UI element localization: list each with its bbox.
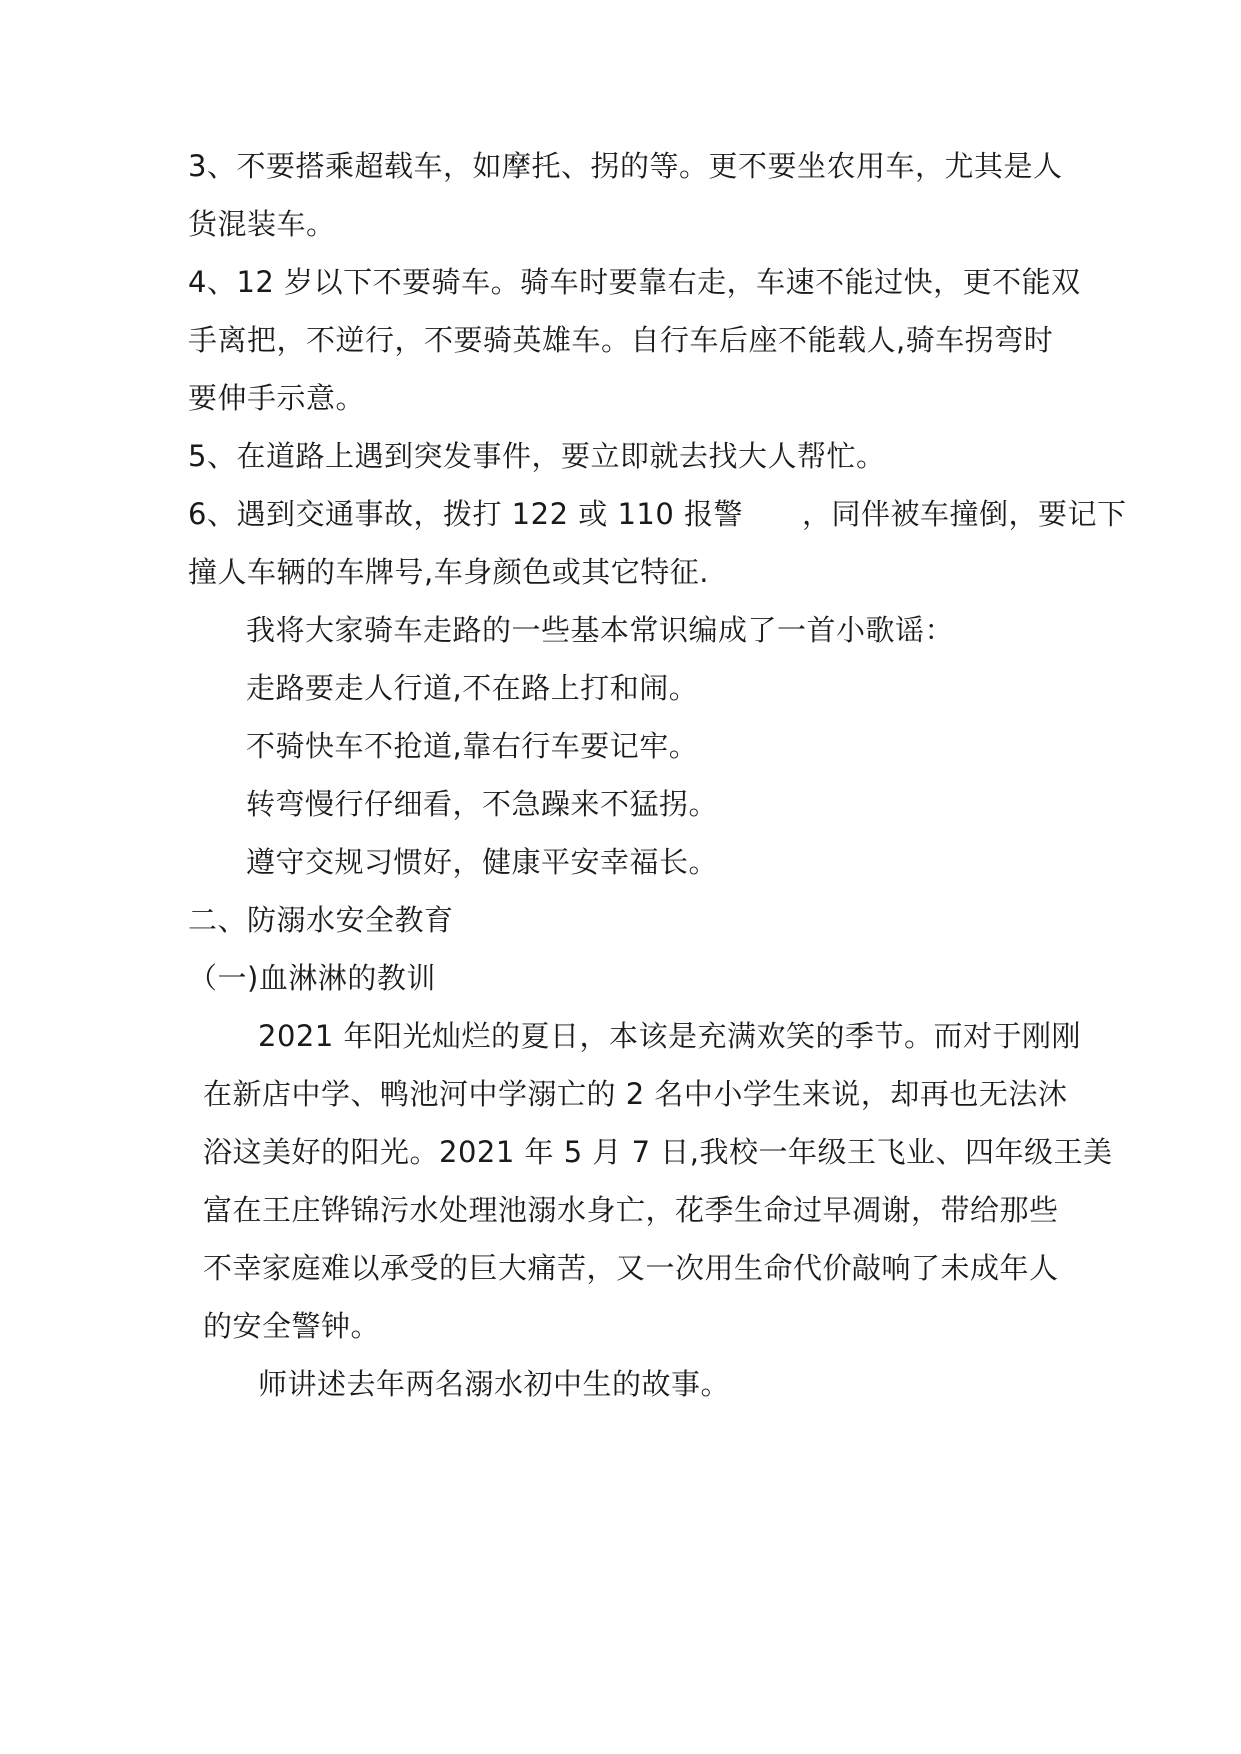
paragraph-line: 货混装车。: [188, 207, 336, 241]
rhyme-line: 转弯慢行仔细看，不急躁来不猛拐。: [246, 787, 719, 821]
paragraph-line: 3、不要搭乘超载车，如摩托、拐的等。更不要坐农用车，尤其是人: [188, 149, 1063, 183]
paragraph-line: 撞人车辆的车牌号,车身颜色或其它特征.: [188, 555, 709, 589]
paragraph-line: 5、在道路上遇到突发事件，要立即就去找大人帮忙。: [188, 439, 886, 473]
rhyme-line: 不骑快车不抢道,靠右行车要记牢。: [246, 729, 699, 763]
paragraph-line: 6、遇到交通事故，拨打 122 或 110 报警 ，同伴被车撞倒，要记下: [188, 497, 1127, 531]
paragraph-line: 我将大家骑车走路的一些基本常识编成了一首小歌谣：: [246, 613, 955, 647]
paragraph-line: 4、12 岁以下不要骑车。骑车时要靠右走，车速不能过快，更不能双: [188, 265, 1081, 299]
paragraph-line: 不幸家庭难以承受的巨大痛苦，又一次用生命代价敲响了未成年人: [203, 1251, 1059, 1285]
rhyme-line: 遵守交规习惯好，健康平安幸福长。: [246, 845, 719, 879]
paragraph-line: 富在王庄铧锦污水处理池溺水身亡，花季生命过早凋谢，带给那些: [203, 1193, 1059, 1227]
paragraph-line: 的安全警钟。: [203, 1309, 381, 1343]
paragraph-line: 浴这美好的阳光。2021 年 5 月 7 日,我校一年级王飞业、四年级王美: [203, 1135, 1113, 1169]
paragraph-line: 要伸手示意。: [188, 381, 366, 415]
paragraph-line: 师讲述去年两名溺水初中生的故事。: [258, 1367, 731, 1401]
subsection-heading: （一)血淋淋的教训: [188, 961, 436, 995]
paragraph-line: 手离把，不逆行，不要骑英雄车。自行车后座不能载人,骑车拐弯时: [188, 323, 1054, 357]
section-heading: 二、防溺水安全教育: [188, 903, 454, 937]
rhyme-line: 走路要走人行道,不在路上打和闹。: [246, 671, 699, 705]
paragraph-line: 在新店中学、鸭池河中学溺亡的 2 名中小学生来说，却再也无法沐: [203, 1077, 1068, 1111]
paragraph-line: 2021 年阳光灿烂的夏日，本该是充满欢笑的季节。而对于刚刚: [258, 1019, 1082, 1053]
